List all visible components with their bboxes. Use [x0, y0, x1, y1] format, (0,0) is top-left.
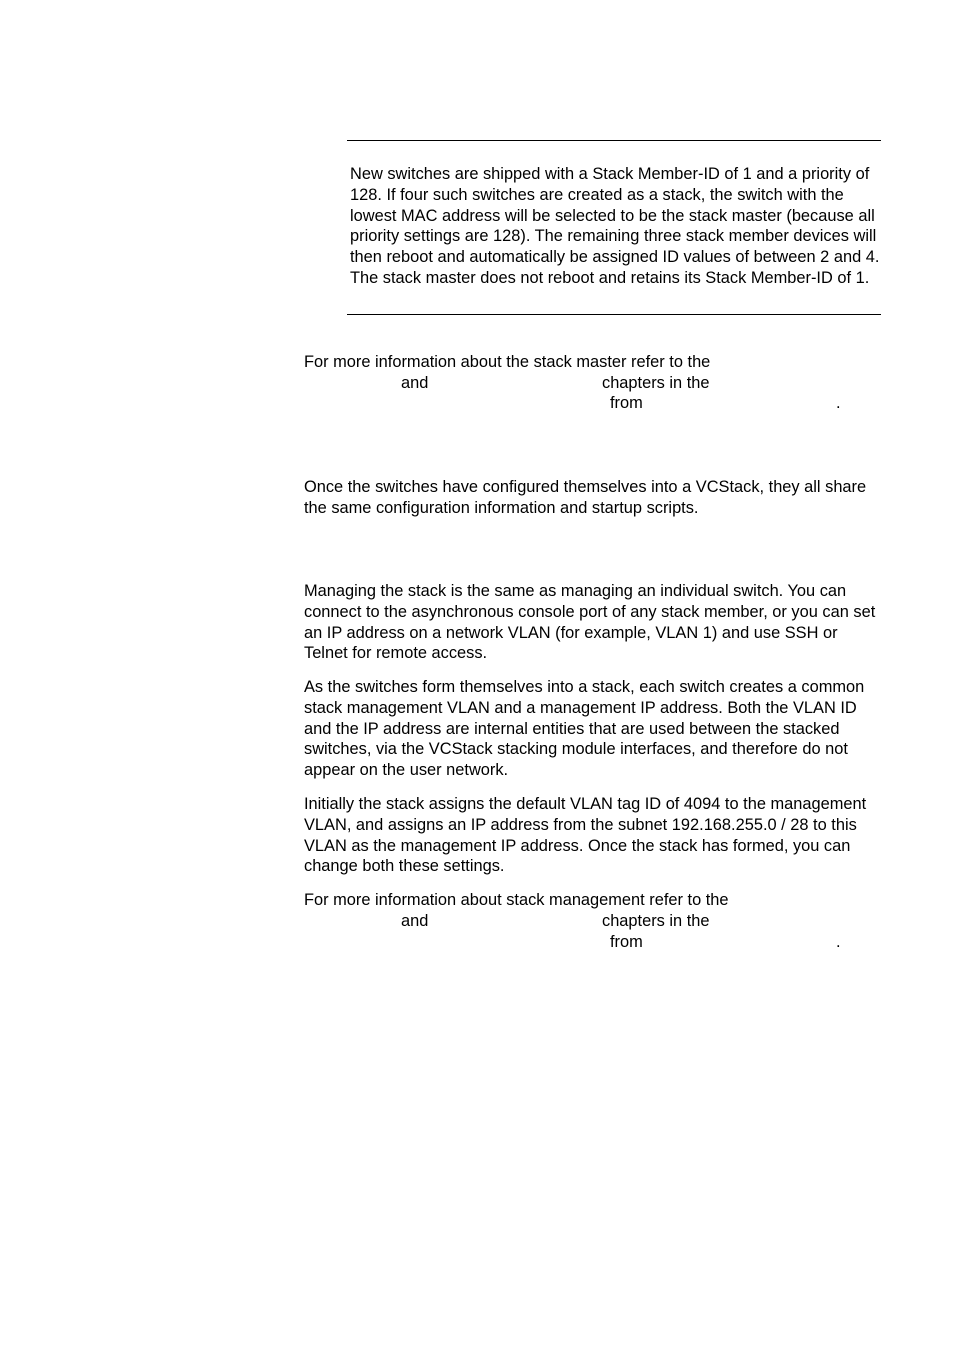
managing-paragraph-3: Initially the stack assigns the default VLAN tag ID of 4094 to the management VLAN, and assigns an IP address from the subnet 192.168.255.0 / 28 to this VLAN as the management IP address. Once the stack has formed, you can change both these settings.: [304, 795, 867, 876]
managing-paragraph-1: Managing the stack is the same as managing an individual switch. You can connect to the asynchronous console port of any stack member, or you can set an IP address on a network VLAN (for example, VLAN 1) and use SSH or Telnet for remote access.: [304, 582, 876, 663]
ref-master-from: from: [610, 394, 643, 412]
shared-config-paragraph: Once the switches have configured themselves into a VCStack, they all share the same configuration information and startup scripts.: [304, 478, 867, 517]
note-text: New switches are shipped with a Stack Member-ID of 1 and a priority of 128. If four such switches are created as a stack, the switch with the lowest MAC address will be selected to be the stack master (because all priority settings are 128). The remaining three stack member devices will then reboot and automatically be assigned ID values of between 2 and 4. The stack master does not reboot and retains its Stack Member-ID of 1.: [350, 165, 880, 287]
ref-master-period: .: [836, 394, 841, 412]
ref-management-line1: For more information about stack management refer to the: [304, 891, 729, 909]
note-top-rule: [347, 140, 881, 141]
ref-management-period: .: [836, 933, 841, 951]
ref-master-and: and: [401, 374, 429, 392]
ref-management-from: from: [610, 933, 643, 951]
ref-master-chapters: chapters in the: [602, 374, 710, 392]
ref-master-line1: For more information about the stack master refer to the: [304, 353, 711, 371]
note-bottom-rule: [347, 314, 881, 315]
ref-management-chapters: chapters in the: [602, 912, 710, 930]
ref-management-and: and: [401, 912, 429, 930]
managing-paragraph-2: As the switches form themselves into a stack, each switch creates a common stack management VLAN and a management IP address. Both the VLAN ID and the IP address are internal entities that are used between the stacked switches, via the VCStack stacking module interfaces, and therefore do not appear on the user network.: [304, 678, 865, 780]
